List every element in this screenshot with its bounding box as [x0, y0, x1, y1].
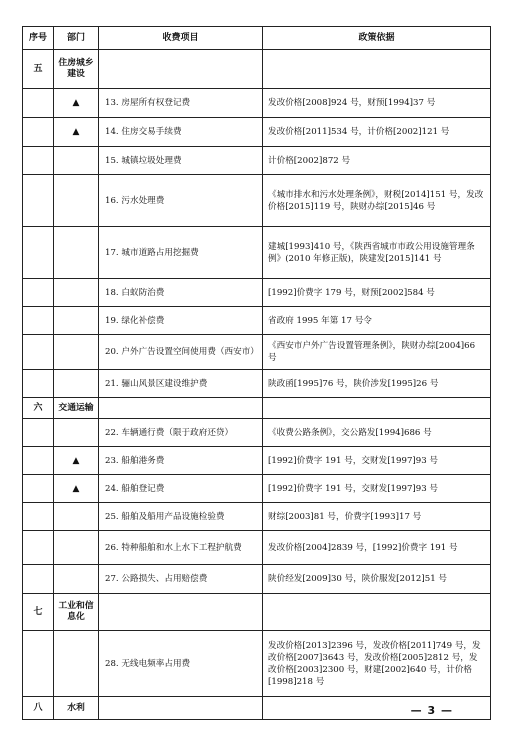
policy-basis: 《收费公路条例》，交公路发[1994]686 号 — [263, 419, 491, 447]
triangle-mark: ▲ — [54, 89, 99, 118]
triangle-mark — [54, 419, 99, 447]
section-row — [23, 50, 491, 89]
section-number: 六 — [23, 398, 54, 419]
table-row — [23, 447, 491, 475]
department-name: 水利 — [54, 697, 99, 720]
policy-basis: 《西安市户外广告设置管理条例》，陕财办综[2004]66 号 — [263, 335, 491, 370]
triangle-mark — [54, 227, 99, 279]
triangle-mark — [54, 531, 99, 565]
empty-cell — [23, 335, 54, 370]
triangle-mark — [54, 279, 99, 307]
table-row — [23, 503, 491, 531]
table-row — [23, 307, 491, 335]
fee-item: 24. 船舶登记费 — [99, 475, 263, 503]
empty-cell — [23, 531, 54, 565]
header-item: 收费项目 — [99, 27, 263, 50]
empty-cell — [23, 475, 54, 503]
empty-cell — [23, 147, 54, 175]
fee-item: 16. 污水处理费 — [99, 175, 263, 227]
empty-cell — [23, 175, 54, 227]
policy-basis: [1992]价费字 179 号，财预[2002]584 号 — [263, 279, 491, 307]
table-row — [23, 565, 491, 594]
policy-basis: 发改价格[2008]924 号，财预[1994]37 号 — [263, 89, 491, 118]
policy-basis: 《城市排水和污水处理条例》，财税[2014]151 号，发改价格[2015]119 号，陕财办综[2015]46 号 — [263, 175, 491, 227]
triangle-mark — [54, 565, 99, 594]
policy-basis: [1992]价费字 191 号，交财发[1997]93 号 — [263, 447, 491, 475]
triangle-mark: ▲ — [54, 447, 99, 475]
fee-item: 28. 无线电频率占用费 — [99, 631, 263, 697]
table-row — [23, 475, 491, 503]
triangle-mark — [54, 307, 99, 335]
empty-cell — [23, 370, 54, 398]
table-row — [23, 175, 491, 227]
policy-basis: 计价格[2002]872 号 — [263, 147, 491, 175]
triangle-mark: ▲ — [54, 475, 99, 503]
policy-basis: 发改价格[2011]534 号，计价格[2002]121 号 — [263, 118, 491, 147]
fee-item: 15. 城镇垃圾处理费 — [99, 147, 263, 175]
department-name: 住房城乡建设 — [54, 50, 99, 89]
fee-table — [22, 26, 491, 720]
policy-basis: 省政府 1995 年第 17 号令 — [263, 307, 491, 335]
triangle-mark: ▲ — [54, 118, 99, 147]
table-row — [23, 531, 491, 565]
table-row — [23, 227, 491, 279]
section-number: 七 — [23, 594, 54, 631]
empty-cell — [263, 697, 491, 720]
department-name: 工业和信息化 — [54, 594, 99, 631]
fee-item: 19. 绿化补偿费 — [99, 307, 263, 335]
empty-cell — [99, 594, 263, 631]
table-header-row — [23, 27, 491, 50]
empty-cell — [23, 307, 54, 335]
empty-cell — [263, 398, 491, 419]
empty-cell — [99, 50, 263, 89]
table-row — [23, 631, 491, 697]
fee-item: 21. 骊山风景区建设维护费 — [99, 370, 263, 398]
section-number: 八 — [23, 697, 54, 720]
empty-cell — [99, 398, 263, 419]
triangle-mark — [54, 175, 99, 227]
empty-cell — [23, 279, 54, 307]
empty-cell — [99, 697, 263, 720]
header-policy: 政策依据 — [263, 27, 491, 50]
fee-item: 17. 城市道路占用挖掘费 — [99, 227, 263, 279]
empty-cell — [23, 89, 54, 118]
section-row — [23, 398, 491, 419]
fee-item: 18. 白蚁防治费 — [99, 279, 263, 307]
fee-item: 13. 房屋所有权登记费 — [99, 89, 263, 118]
empty-cell — [23, 227, 54, 279]
empty-cell — [23, 419, 54, 447]
table-body — [23, 50, 491, 720]
fee-item: 22. 车辆通行费（限于政府还贷） — [99, 419, 263, 447]
triangle-mark — [54, 335, 99, 370]
empty-cell — [23, 631, 54, 697]
fee-item: 26. 特种船舶和水上水下工程护航费 — [99, 531, 263, 565]
fee-item: 23. 船舶港务费 — [99, 447, 263, 475]
policy-basis: 陕价经发[2009]30 号，陕价服发[2012]51 号 — [263, 565, 491, 594]
fee-item: 27. 公路损失、占用赔偿费 — [99, 565, 263, 594]
policy-basis: 陕政函[1995]76 号，陕价涉发[1995]26 号 — [263, 370, 491, 398]
header-dept: 部门 — [54, 27, 99, 50]
section-row — [23, 594, 491, 631]
policy-basis: 财综[2003]81 号，价费字[1993]17 号 — [263, 503, 491, 531]
table-row — [23, 335, 491, 370]
triangle-mark — [54, 147, 99, 175]
policy-basis: 发改价格[2004]2839 号，[1992]价费字 191 号 — [263, 531, 491, 565]
table-row — [23, 370, 491, 398]
header-no: 序号 — [23, 27, 54, 50]
table-row — [23, 118, 491, 147]
section-number: 五 — [23, 50, 54, 89]
empty-cell — [23, 503, 54, 531]
empty-cell — [23, 565, 54, 594]
empty-cell — [23, 118, 54, 147]
empty-cell — [23, 447, 54, 475]
page-number: — 3 — — [410, 704, 453, 717]
policy-basis: [1992]价费字 191 号，交财发[1997]93 号 — [263, 475, 491, 503]
empty-cell — [263, 594, 491, 631]
policy-basis: 发改价格[2013]2396 号，发改价格[2011]749 号，发改价格[2007]3643 号，发改价格[2005]2812 号，发改价格[2003]2300 号，财建[2002]640 号，计价格[1998]218 号 — [263, 631, 491, 697]
fee-item: 14. 住房交易手续费 — [99, 118, 263, 147]
table-row — [23, 89, 491, 118]
table-row — [23, 147, 491, 175]
triangle-mark — [54, 503, 99, 531]
department-name: 交通运输 — [54, 398, 99, 419]
fee-item: 20. 户外广告设置空间使用费（西安市） — [99, 335, 263, 370]
triangle-mark — [54, 631, 99, 697]
table-row — [23, 279, 491, 307]
policy-basis: 建城[1993]410 号，《陕西省城市市政公用设施管理条例》(2010 年修正版)，陕建发[2015]141 号 — [263, 227, 491, 279]
triangle-mark — [54, 370, 99, 398]
fee-item: 25. 船舶及船用产品设施检验费 — [99, 503, 263, 531]
table-row — [23, 419, 491, 447]
empty-cell — [263, 50, 491, 89]
